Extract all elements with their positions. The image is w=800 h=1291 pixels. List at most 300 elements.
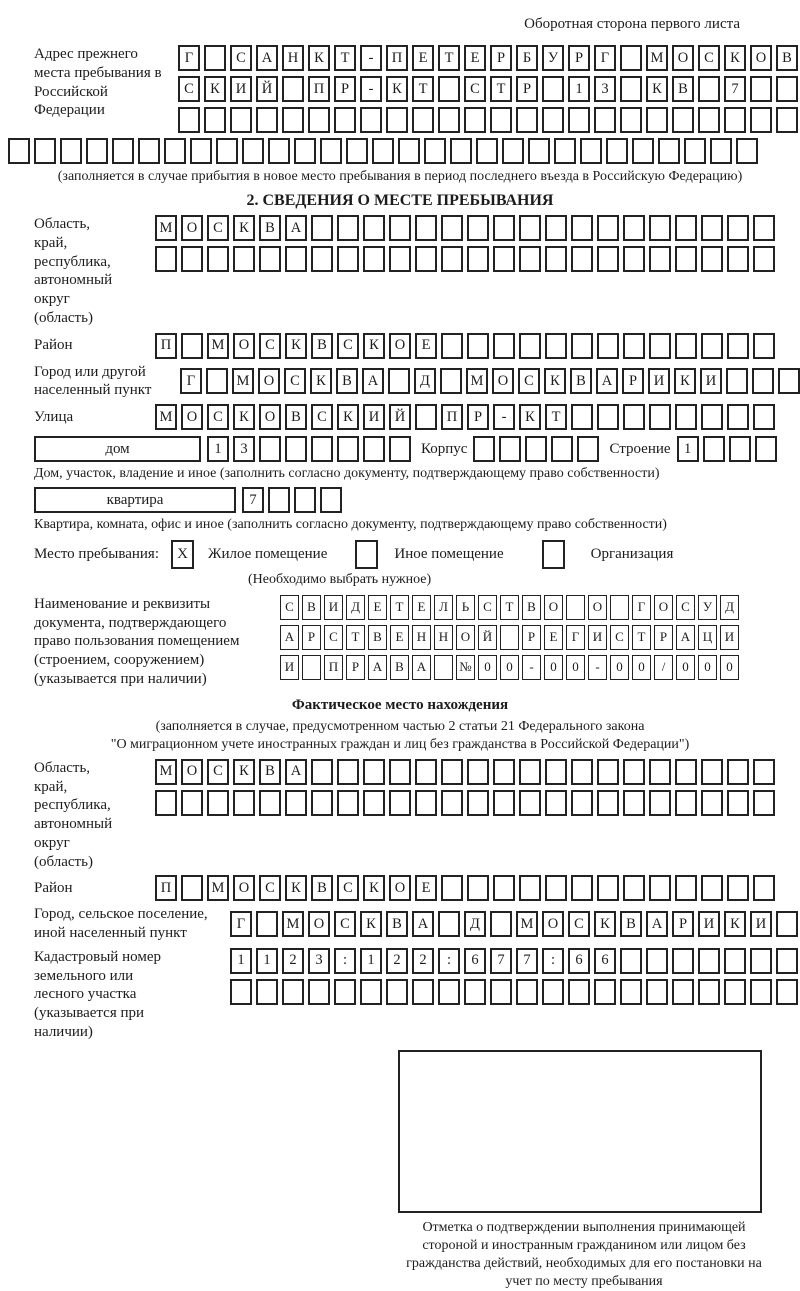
form-cell: К (386, 76, 408, 102)
form-cell (726, 368, 748, 394)
prev-address-field (8, 45, 792, 133)
page-corner-note: Оборотная сторона первого листа (524, 16, 740, 32)
apartment-box: квартира (34, 487, 236, 513)
stay-option-organization-label: Организация (590, 545, 674, 562)
form-cell (34, 138, 56, 164)
form-cell (490, 979, 512, 1005)
form-cell (467, 333, 489, 359)
form-cell: 2 (282, 948, 304, 974)
form-cell (727, 215, 749, 241)
form-cell: Ь (456, 595, 475, 620)
form-cell: М (155, 215, 177, 241)
form-cell: О (181, 759, 203, 785)
form-cell: Е (412, 45, 434, 71)
form-cell: Р (568, 45, 590, 71)
form-cell (594, 107, 616, 133)
form-cell (311, 215, 333, 241)
form-cell: К (233, 759, 255, 785)
form-cell (476, 138, 498, 164)
form-cell: О (544, 595, 563, 620)
form-cell: В (522, 595, 541, 620)
form-cell: С (698, 45, 720, 71)
form-cell (597, 790, 619, 816)
form-cell (623, 404, 645, 430)
form-cell (363, 759, 385, 785)
form-cell (649, 404, 671, 430)
form-cell (519, 246, 541, 272)
form-cell (415, 246, 437, 272)
form-cell (386, 107, 408, 133)
actual-city-field (8, 905, 792, 943)
form-cell (675, 246, 697, 272)
form-cell (568, 107, 590, 133)
form-cell (675, 790, 697, 816)
form-cell (675, 333, 697, 359)
form-cell: Т (346, 625, 365, 650)
document-row-1 (280, 595, 739, 620)
form-cell: О (456, 625, 475, 650)
form-cell: 0 (632, 655, 651, 680)
form-cell (545, 759, 567, 785)
form-cell: Л (434, 595, 453, 620)
actual-region-cells (155, 759, 775, 816)
form-cell (710, 138, 732, 164)
form-cell (138, 138, 160, 164)
form-cell (623, 333, 645, 359)
form-cell (528, 138, 550, 164)
form-cell: М (646, 45, 668, 71)
form-cell (620, 979, 642, 1005)
form-cell (724, 979, 746, 1005)
form-cell: Т (438, 45, 460, 71)
form-cell: К (285, 875, 307, 901)
form-cell: 1 (568, 76, 590, 102)
form-cell: С (259, 875, 281, 901)
form-cell: О (588, 595, 607, 620)
form-cell: Б (516, 45, 538, 71)
form-cell (753, 333, 775, 359)
prev-address-cells (178, 45, 798, 133)
form-cell: Р (346, 655, 365, 680)
form-cell (259, 436, 281, 462)
form-cell (675, 875, 697, 901)
form-cell: 7 (242, 487, 264, 513)
form-cell: А (676, 625, 695, 650)
apartment-note: Квартира, комната, офис и иное (заполнить согласно документу, подтверждающему право собственности) (34, 517, 667, 533)
form-cell: М (155, 759, 177, 785)
form-cell: В (259, 759, 281, 785)
form-cell (389, 246, 411, 272)
form-cell (698, 979, 720, 1005)
form-cell (441, 790, 463, 816)
form-cell (519, 759, 541, 785)
form-cell (750, 107, 772, 133)
form-cell (545, 215, 567, 241)
form-cell (464, 107, 486, 133)
actual-location-note-2: "О миграционном учете иностранных граждан и лиц без гражданства в Российской Федерации") (110, 736, 690, 752)
form-cell (440, 368, 462, 394)
form-cell (577, 436, 599, 462)
form-cell: Г (566, 625, 585, 650)
cadastral-cells (230, 948, 798, 1005)
form-cell: Р (302, 625, 321, 650)
document-row-2 (280, 625, 739, 650)
form-cell (516, 979, 538, 1005)
form-cell: Р (490, 45, 512, 71)
form-cell (112, 138, 134, 164)
form-cell: С (337, 875, 359, 901)
form-cell (467, 875, 489, 901)
form-cell: М (207, 333, 229, 359)
form-cell (753, 246, 775, 272)
form-cell: 7 (724, 76, 746, 102)
form-cell (701, 333, 723, 359)
region-row-1 (155, 215, 775, 241)
house-cells (207, 436, 411, 462)
form-cell: В (386, 911, 408, 937)
form-cell (620, 76, 642, 102)
form-cell (493, 215, 515, 241)
form-cell: Г (632, 595, 651, 620)
form-cell (542, 107, 564, 133)
korpus-label: Корпус (421, 440, 468, 457)
form-cell (164, 138, 186, 164)
form-cell: / (654, 655, 673, 680)
form-cell: 0 (720, 655, 739, 680)
form-cell: В (302, 595, 321, 620)
form-cell (337, 215, 359, 241)
form-cell: 6 (568, 948, 590, 974)
form-cell (360, 979, 382, 1005)
form-cell (308, 979, 330, 1005)
form-cell (597, 333, 619, 359)
form-cell (490, 107, 512, 133)
form-cell: О (181, 404, 203, 430)
form-cell: Е (415, 333, 437, 359)
form-cell (623, 246, 645, 272)
form-cell: У (698, 595, 717, 620)
actual-city-label: Город, сельское поселение, иной населенный пункт (34, 906, 208, 942)
form-cell: А (362, 368, 384, 394)
form-cell (623, 759, 645, 785)
form-cell: О (654, 595, 673, 620)
form-cell: К (285, 333, 307, 359)
form-cell (568, 979, 590, 1005)
form-cell: О (259, 404, 281, 430)
stay-type-note: (Необходимо выбрать нужное) (248, 571, 432, 587)
form-cell: И (588, 625, 607, 650)
form-cell (493, 759, 515, 785)
form-cell: 2 (386, 948, 408, 974)
form-cell: 3 (233, 436, 255, 462)
cadastral-row-1 (230, 948, 798, 974)
form-cell (415, 215, 437, 241)
form-cell (216, 138, 238, 164)
form-cell: Ц (698, 625, 717, 650)
form-cell (516, 107, 538, 133)
form-cell: Д (414, 368, 436, 394)
form-cell (571, 215, 593, 241)
house-field (8, 436, 792, 462)
form-cell (334, 107, 356, 133)
form-cell: Д (720, 595, 739, 620)
form-cell (594, 979, 616, 1005)
form-cell: К (544, 368, 566, 394)
form-cell: Й (478, 625, 497, 650)
form-cell (230, 107, 252, 133)
form-cell (190, 138, 212, 164)
form-cell: - (522, 655, 541, 680)
form-cell (282, 107, 304, 133)
form-cell (701, 759, 723, 785)
form-cell (204, 107, 226, 133)
form-cell: Г (594, 45, 616, 71)
form-cell (566, 595, 585, 620)
form-cell (415, 790, 437, 816)
form-cell (285, 436, 307, 462)
form-cell: 6 (464, 948, 486, 974)
form-cell (337, 790, 359, 816)
form-cell (334, 979, 356, 1005)
form-cell: К (724, 45, 746, 71)
form-cell (181, 875, 203, 901)
form-cell (542, 76, 564, 102)
form-cell: О (233, 333, 255, 359)
form-cell: О (233, 875, 255, 901)
document-field (8, 595, 792, 689)
form-cell (86, 138, 108, 164)
form-cell (554, 138, 576, 164)
form-cell (155, 246, 177, 272)
form-cell: 6 (594, 948, 616, 974)
district-label: Район (34, 337, 73, 354)
form-cell: А (280, 625, 299, 650)
form-cell (363, 246, 385, 272)
form-cell (181, 333, 203, 359)
form-cell (727, 759, 749, 785)
form-cell (519, 875, 541, 901)
form-cell (155, 790, 177, 816)
form-cell (259, 246, 281, 272)
form-cell (736, 138, 758, 164)
form-cell (242, 138, 264, 164)
form-cell (415, 759, 437, 785)
stamp-area (398, 1050, 770, 1291)
form-cell: К (204, 76, 226, 102)
form-cell (441, 215, 463, 241)
form-cell: М (466, 368, 488, 394)
form-cell (388, 368, 410, 394)
form-cell: С (178, 76, 200, 102)
form-cell: М (232, 368, 254, 394)
form-cell: М (207, 875, 229, 901)
form-cell (441, 246, 463, 272)
form-cell (424, 138, 446, 164)
form-cell: С (259, 333, 281, 359)
form-cell: И (698, 911, 720, 937)
form-cell (285, 790, 307, 816)
form-cell (551, 436, 573, 462)
stay-type-label: Место пребывания: (34, 545, 159, 562)
form-cell: И (750, 911, 772, 937)
form-cell (320, 487, 342, 513)
form-cell (776, 979, 798, 1005)
form-cell (571, 759, 593, 785)
form-cell (268, 138, 290, 164)
form-cell (311, 246, 333, 272)
form-cell (776, 107, 798, 133)
form-cell: К (310, 368, 332, 394)
form-cell: Й (389, 404, 411, 430)
stroenie-cells (677, 436, 777, 462)
region-field (8, 215, 792, 328)
form-cell (438, 979, 460, 1005)
city-label: Город или другой населенный пункт (34, 363, 152, 399)
form-cell (360, 107, 382, 133)
form-cell (441, 875, 463, 901)
form-cell: № (456, 655, 475, 680)
form-cell: А (285, 215, 307, 241)
form-cell: С (280, 595, 299, 620)
form-cell (311, 790, 333, 816)
form-cell (727, 875, 749, 901)
stamp-caption: Отметка о подтверждении выполнения принимающей стороной и иностранным гражданином или лицом без гражданства действий, необходимых для его постановки на учет по месту пребывания (406, 1219, 762, 1290)
form-cell (346, 138, 368, 164)
form-cell (753, 759, 775, 785)
korpus-cells (473, 436, 599, 462)
form-cell (519, 215, 541, 241)
form-cell: В (390, 655, 409, 680)
form-cell (207, 246, 229, 272)
form-cell (649, 790, 671, 816)
form-cell: С (207, 404, 229, 430)
form-cell: Г (178, 45, 200, 71)
form-cell (646, 107, 668, 133)
form-cell: С (478, 595, 497, 620)
form-cell: Т (632, 625, 651, 650)
form-cell (230, 979, 252, 1005)
form-cell (467, 215, 489, 241)
form-cell: И (720, 625, 739, 650)
form-cell: М (516, 911, 538, 937)
form-cell (464, 979, 486, 1005)
form-cell (778, 368, 800, 394)
form-cell (610, 595, 629, 620)
form-cell: 1 (207, 436, 229, 462)
form-cell (675, 404, 697, 430)
form-cell (649, 875, 671, 901)
form-cell (571, 875, 593, 901)
form-cell (493, 333, 515, 359)
form-cell (542, 979, 564, 1005)
form-cell (363, 790, 385, 816)
form-cell: Н (282, 45, 304, 71)
form-cell (285, 246, 307, 272)
form-cell: Е (412, 595, 431, 620)
form-cell (493, 875, 515, 901)
form-cell (372, 138, 394, 164)
form-cell (259, 790, 281, 816)
form-cell (438, 107, 460, 133)
form-cell (525, 436, 547, 462)
form-cell (499, 436, 521, 462)
form-cell (438, 76, 460, 102)
form-cell (580, 138, 602, 164)
form-cell: Т (545, 404, 567, 430)
form-cell (776, 948, 798, 974)
form-cell: С (568, 911, 590, 937)
form-cell (493, 790, 515, 816)
form-cell (233, 246, 255, 272)
form-cell: О (181, 215, 203, 241)
form-cell (724, 107, 746, 133)
stay-option-residential-checkbox: X (171, 540, 194, 569)
apartment-cells (242, 487, 342, 513)
document-cells (280, 595, 739, 680)
form-cell (753, 790, 775, 816)
form-cell: С (464, 76, 486, 102)
form-cell: У (542, 45, 564, 71)
form-cell (727, 246, 749, 272)
form-cell (776, 911, 798, 937)
form-cell: К (724, 911, 746, 937)
form-cell: Е (368, 595, 387, 620)
apartment-field (8, 487, 792, 513)
form-cell (519, 790, 541, 816)
form-cell: Р (467, 404, 489, 430)
form-cell: А (596, 368, 618, 394)
form-cell: Г (180, 368, 202, 394)
form-cell: 1 (677, 436, 699, 462)
actual-district-label: Район (34, 880, 73, 896)
form-cell (729, 436, 751, 462)
form-cell: : (542, 948, 564, 974)
form-cell (646, 948, 668, 974)
form-cell (571, 246, 593, 272)
form-cell (672, 979, 694, 1005)
form-cell: О (542, 911, 564, 937)
form-cell: Е (415, 875, 437, 901)
street-field (8, 404, 792, 430)
form-cell: К (519, 404, 541, 430)
form-cell (649, 759, 671, 785)
form-cell (658, 138, 680, 164)
form-cell (703, 436, 725, 462)
form-cell: 1 (360, 948, 382, 974)
form-cell (500, 625, 519, 650)
form-cell (337, 436, 359, 462)
house-box: дом (34, 436, 201, 462)
stay-type-field (34, 540, 792, 569)
form-cell: В (285, 404, 307, 430)
form-cell: К (337, 404, 359, 430)
form-cell: В (776, 45, 798, 71)
form-cell (649, 215, 671, 241)
document-label: Наименование и реквизиты документа, подтверждающего право пользования помещением (строением, сооружением) (указывается при наличии) (34, 595, 240, 687)
form-cell (646, 979, 668, 1005)
form-cell: О (389, 333, 411, 359)
form-cell: Р (516, 76, 538, 102)
form-cell: Д (464, 911, 486, 937)
district-field (8, 333, 792, 359)
cadastral-row-2 (230, 979, 798, 1005)
form-cell: В (570, 368, 592, 394)
form-cell (623, 875, 645, 901)
street-label: Улица (34, 408, 74, 425)
form-cell (412, 979, 434, 1005)
form-cell (701, 215, 723, 241)
form-cell: Т (490, 76, 512, 102)
